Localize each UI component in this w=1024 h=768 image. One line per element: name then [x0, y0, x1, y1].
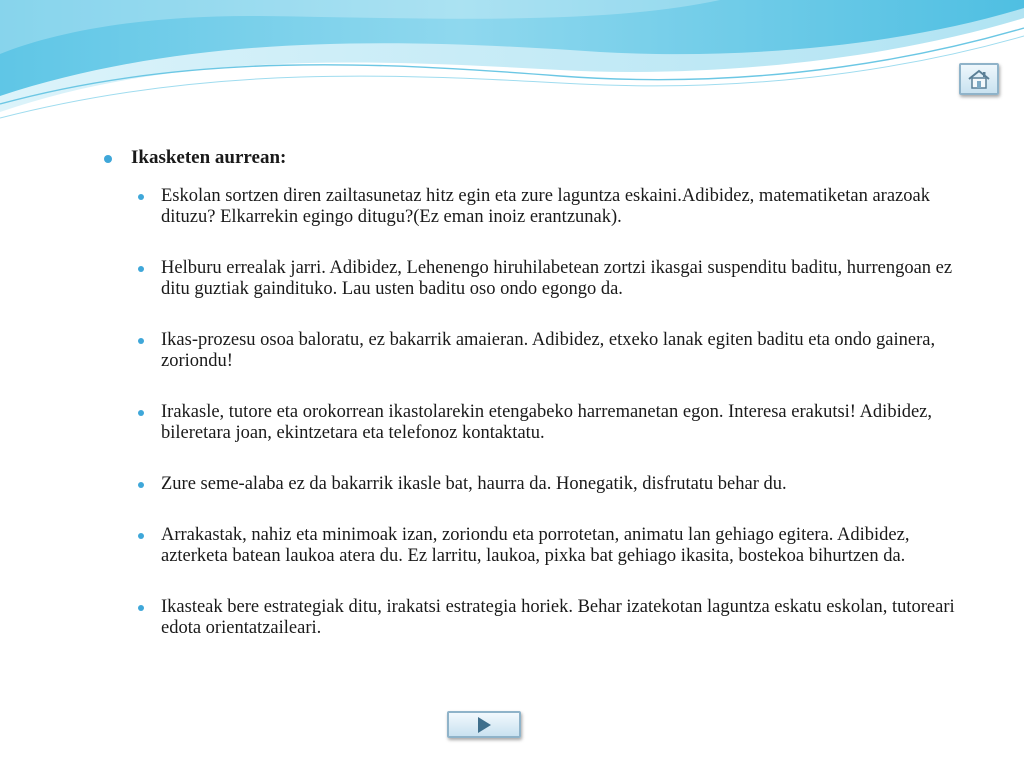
advice-list — [100, 186, 980, 639]
bullet-icon — [138, 410, 144, 416]
list-item — [100, 525, 980, 567]
next-slide-button[interactable] — [447, 711, 521, 738]
list-item-text: Arrakastak, nahiz eta minimoak izan, zoriondu eta porrotetan, animatu lan gehiago egitera. Adibidez, azterketa batean laukoa atera du. Ez larritu, laukoa, pixka bat gehiago ikasita, bostekoa bihurtzen da. — [161, 525, 910, 566]
bullet-icon — [138, 194, 144, 200]
list-item — [100, 258, 980, 300]
list-item-text: Helburu errealak jarri. Adibidez, Lehenengo hiruhilabetean zortzi ikasgai suspenditu baditu, hurrengoan ez ditu guztiak gaindituko. Lau usten baditu oso ondo egongo da. — [161, 258, 953, 299]
house-icon — [967, 69, 991, 89]
list-item — [100, 186, 980, 228]
bullet-icon — [138, 482, 144, 488]
heading-text: Ikasketen aurrean: — [131, 147, 287, 168]
bullet-icon — [138, 338, 144, 344]
list-item-text: Eskolan sortzen diren zailtasunetaz hitz egin eta zure laguntza eskaini.Adibidez, matematiketan arazoak dituzu? Elkarrekin egingo ditugu?(Ez eman inoiz erantzunak). — [161, 186, 930, 227]
home-button[interactable] — [959, 63, 999, 95]
list-item — [100, 474, 980, 495]
list-item — [100, 330, 980, 372]
list-item — [100, 402, 980, 444]
list-item-text: Ikas-prozesu osoa baloratu, ez bakarrik amaieran. Adibidez, etxeko lanak egiten baditu eta ondo gainera, zoriondu! — [161, 330, 936, 371]
list-item-text: Ikasteak bere estrategiak ditu, irakatsi estrategia horiek. Behar izatekotan laguntza eskatu eskolan, tutoreari edota orientatzaileari. — [161, 597, 955, 638]
bullet-icon — [104, 155, 112, 163]
bullet-icon — [138, 266, 144, 272]
section-heading — [100, 146, 980, 170]
bullet-icon — [138, 533, 144, 539]
list-item-text: Irakasle, tutore eta orokorrean ikastolarekin etengabeko harremanetan egon. Interesa erakutsi! Adibidez, bileretara joan, ekintzetara eta telefonoz kontaktatu. — [161, 402, 933, 443]
list-item-text: Zure seme-alaba ez da bakarrik ikasle bat, haurra da. Honegatik, disfrutatu behar du. — [161, 474, 787, 494]
play-arrow-icon — [475, 716, 493, 734]
bullet-icon — [138, 605, 144, 611]
decorative-wave-header — [0, 0, 1024, 130]
slide-content — [100, 146, 980, 669]
list-item — [100, 597, 980, 639]
